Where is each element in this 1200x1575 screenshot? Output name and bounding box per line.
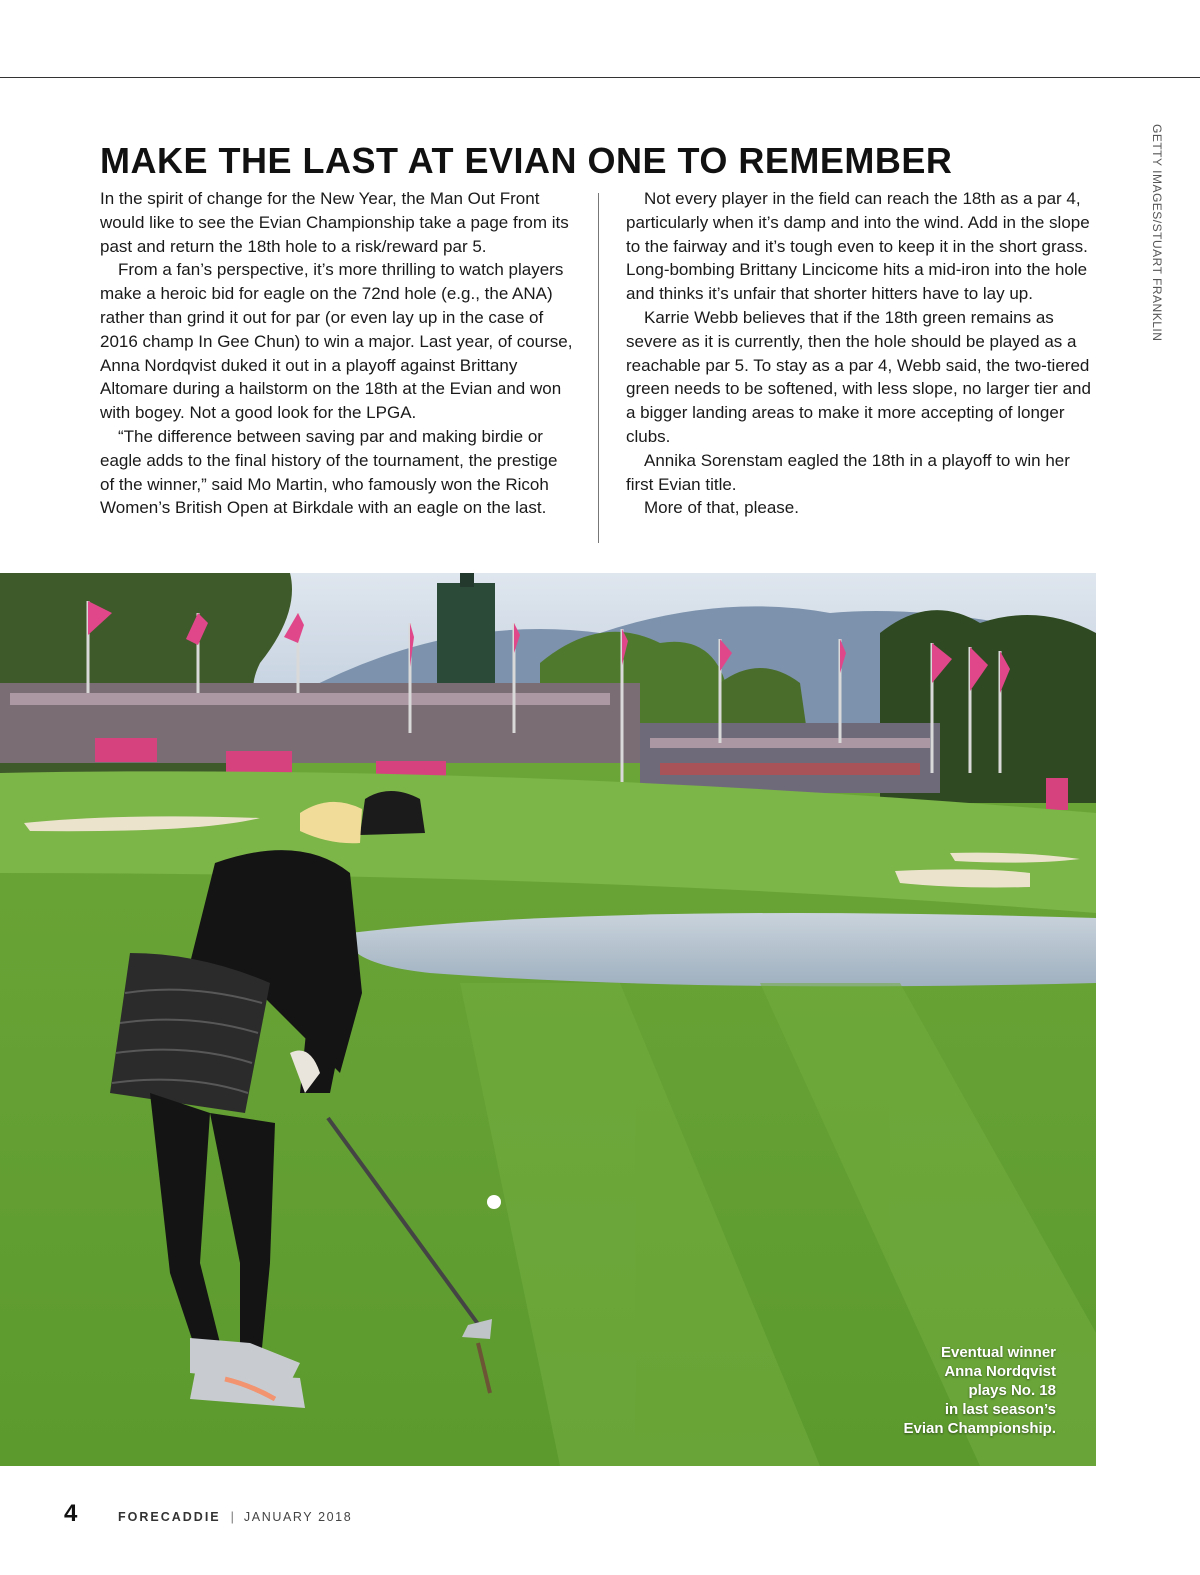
headline: MAKE THE LAST AT EVIAN ONE TO REMEMBER <box>100 140 953 181</box>
issue-date: JANUARY 2018 <box>243 1510 353 1524</box>
caption-line: Eventual winner <box>940 1344 1056 1361</box>
left-paragraph-3: “The difference between saving par and making birdie or eagle adds to the final history of the tournament, the prestige of the winner,” said Mo Martin, who famously won the Ricoh Women’s British Open at Birkdale with an eagle on the last. <box>100 426 558 518</box>
caption-line: plays No. 18 <box>968 1382 1056 1399</box>
page-number: 4 <box>64 1500 78 1527</box>
caption-line: Evian Championship. <box>903 1420 1056 1437</box>
right-paragraph-4: More of that, please. <box>644 498 799 518</box>
left-column <box>100 187 575 520</box>
left-paragraph-2: From a fan’s perspective, it’s more thrilling to watch players make a heroic bid for eagle on the 72nd hole (e.g., the ANA) rather than grind it out for par (or even lay up in the case of 2016 champ In Gee Chun) to win a major. Last year, of course, Anna Nordqvist duked it out in a playoff against Brittany Altomare during a hailstorm on the 18th at the Evian and won with bogey. Not a good look for the LPGA. <box>100 260 573 423</box>
left-paragraph-1: In the spirit of change for the New Year, the Man Out Front would like to see the Evian Championship take a page from its past and return the 18th hole to a risk/reward par 5. <box>100 189 569 256</box>
column-divider <box>598 193 599 543</box>
caption-line: Anna Nordqvist <box>944 1363 1056 1380</box>
golf-photo <box>0 573 1096 1466</box>
right-paragraph-2: Karrie Webb believes that if the 18th green remains as severe as it is currently, then the hole should be played as a reachable par 5. To stay as a par 4, Webb said, the two-tiered green needs to be softened, with less slope, no larger tier and a bigger landing areas to make it more accepting of longer clubs. <box>626 307 1091 446</box>
publication-name: FORECADDIE <box>118 1510 221 1524</box>
photo-credit: GETTY IMAGES/STUART FRANKLIN <box>1150 124 1164 342</box>
right-paragraph-1: Not every player in the field can reach the 18th as a par 4, particularly when it’s damp and into the wind. Add in the slope to the fairway and it’s tough even to keep it in the short grass. Long-bombing Brittany Lincicome hits a mid-iron into the hole and thinks it’s unfair that shorter hitters have to lay up. <box>626 189 1090 304</box>
footer-separator: | <box>230 1510 234 1524</box>
photo-caption <box>876 1343 1056 1438</box>
right-paragraph-3: Annika Sorenstam eagled the 18th in a playoff to win her first Evian title. <box>626 450 1070 494</box>
right-column <box>626 187 1096 520</box>
footer <box>118 1510 352 1524</box>
caption-line: in last season’s <box>944 1401 1056 1418</box>
top-rule <box>0 77 1200 78</box>
golf-photo-illustration <box>0 573 1096 1466</box>
